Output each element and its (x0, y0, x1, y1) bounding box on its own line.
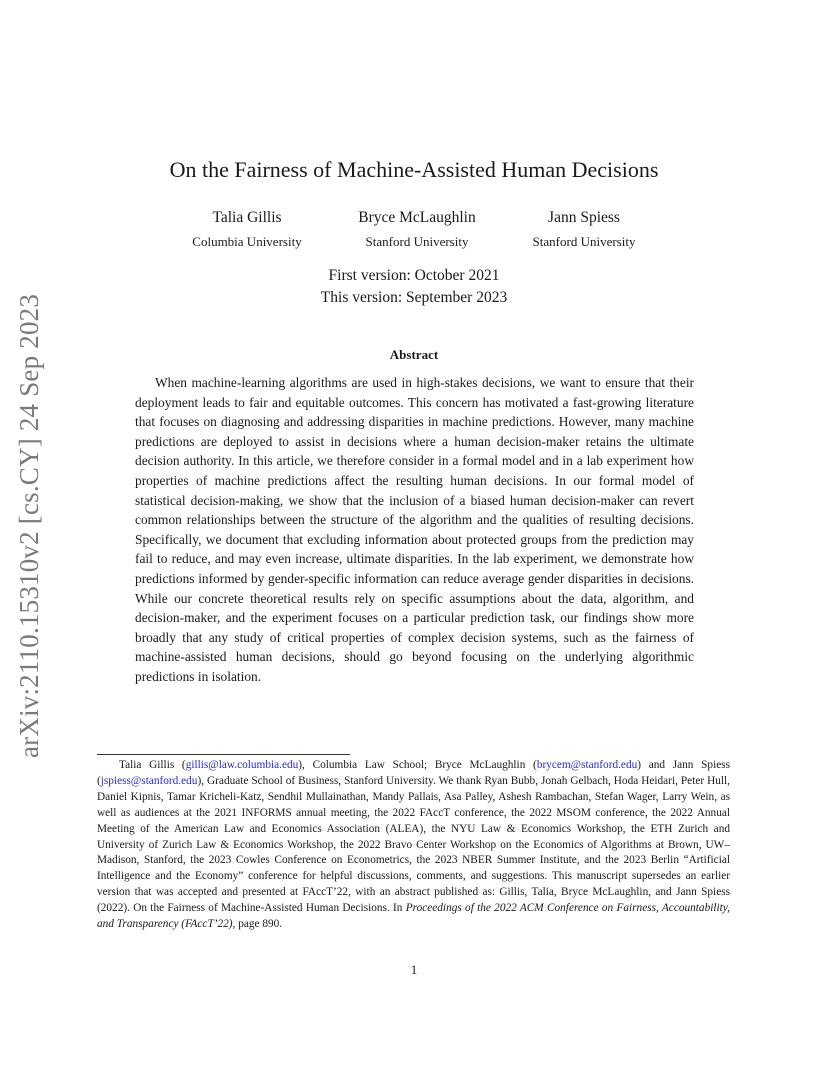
author-name: Bryce McLaughlin (358, 209, 476, 226)
abstract-heading: Abstract (389, 347, 439, 362)
author-affiliation: Columbia University (192, 234, 302, 249)
version-dates (0, 265, 828, 309)
footnote-segment: ), Graduate School of Business, Stanford University. We thank Ryan Bubb, Jonah Gelbach, Hoda Heidari, Peter Hull, Daniel Kipnis, Tamar Kricheli-Katz, Sendhil Mullainathan, Mandy Pallais, Asa Palley, Ashesh Rambachan, Stefan Wager, Larry Wein, as well as audiences at the 2021 INFORMS annual meeting, the 2022 FAccT conference, the 2022 MSOM conference, the 2022 Annual Meeting of the American Law and Economics Association (ALEA), the NYU Law & Economics Workshop, the ETH Zurich and University of Zurich Law & Economics Workshop, the 2022 Bravo Center Workshop on the Economics of Algorithms at Brown, UW–Madison, Stanford, the 2023 Cowles Conference on Econometrics, the 2023 NBER Summer Institute, and the 2023 Berlin “Artificial Intelligence and the Economy” conference for helpful discussions, comments, and suggestions. This manuscript supersedes an earlier version that was accepted and presented at FAccT’22, with an abstract published as: Gillis, Talia, Bryce McLaughlin, and Jann Spiess (2022). On the Fairness of Machine-Assisted Human Decisions. In (97, 774, 730, 915)
footnote-text (97, 758, 730, 933)
footnote-segment: ), Columbia Law School; Bryce McLaughlin ( (298, 759, 537, 771)
paper-title: On the Fairness of Machine-Assisted Human Decisions (169, 157, 659, 182)
page-number: 1 (410, 962, 418, 977)
author-affiliation: Stanford University (365, 234, 469, 249)
footnote-segment: ) and Jann Spiess ( (97, 759, 731, 787)
email-link-gillis[interactable]: gillis@law.columbia.edu (185, 759, 299, 771)
email-link-mclaughlin[interactable]: brycem@stanford.edu (536, 759, 638, 771)
footnote-segment: , page 890. (232, 918, 283, 931)
author-block (484, 209, 684, 250)
author-affiliation: Stanford University (532, 234, 636, 249)
proceedings-venue: Proceedings of the 2022 ACM Conference on Fairness, Accountability, and Transparency (FAccT’22) (97, 902, 730, 931)
arxiv-identifier-stamp: arXiv:2110.15310v2 [cs.CY] 24 Sep 2023 (14, 293, 44, 758)
footnote-divider (97, 754, 350, 755)
current-version-date: This version: September 2023 (320, 289, 508, 306)
author-name: Talia Gillis (212, 209, 282, 226)
email-link-spiess[interactable]: jspiess@stanford.edu (100, 774, 198, 787)
first-version-date: First version: October 2021 (328, 267, 500, 284)
author-name: Jann Spiess (548, 209, 620, 226)
abstract-body: When machine-learning algorithms are used in high-stakes decisions, we want to ensure that their deployment leads to fair and equitable outcomes. This concern has motivated a fast-growing literature that focuses on diagnosing and addressing disparities in machine predictions. However, many machine predictions are deployed to assist in decisions where a human decision-maker retains the ultimate decision authority. In this article, we therefore consider in a formal model and in a lab experiment how properties of machine predictions affect the resulting human decisions. In our formal model of statistical decision-making, we show that the inclusion of a biased human decision-maker can revert common relationships between the structure of the algorithm and the qualities of resulting decisions. Specifically, we document that excluding information about protected groups from the prediction may fail to reduce, and may even increase, ultimate disparities. In the lab experiment, we demonstrate how predictions informed by gender-specific information can reduce average gender disparities in decisions. While our concrete theoretical results rely on specific assumptions about the data, algorithm, and decision-maker, and the experiment focuses on a particular prediction task, our findings show more broadly that any study of critical properties of complex decision systems, such as the fairness of machine-assisted human decisions, should go beyond focusing on the underlying algorithmic predictions in isolation. (135, 375, 694, 684)
footnote-segment: Talia Gillis ( (119, 759, 186, 771)
